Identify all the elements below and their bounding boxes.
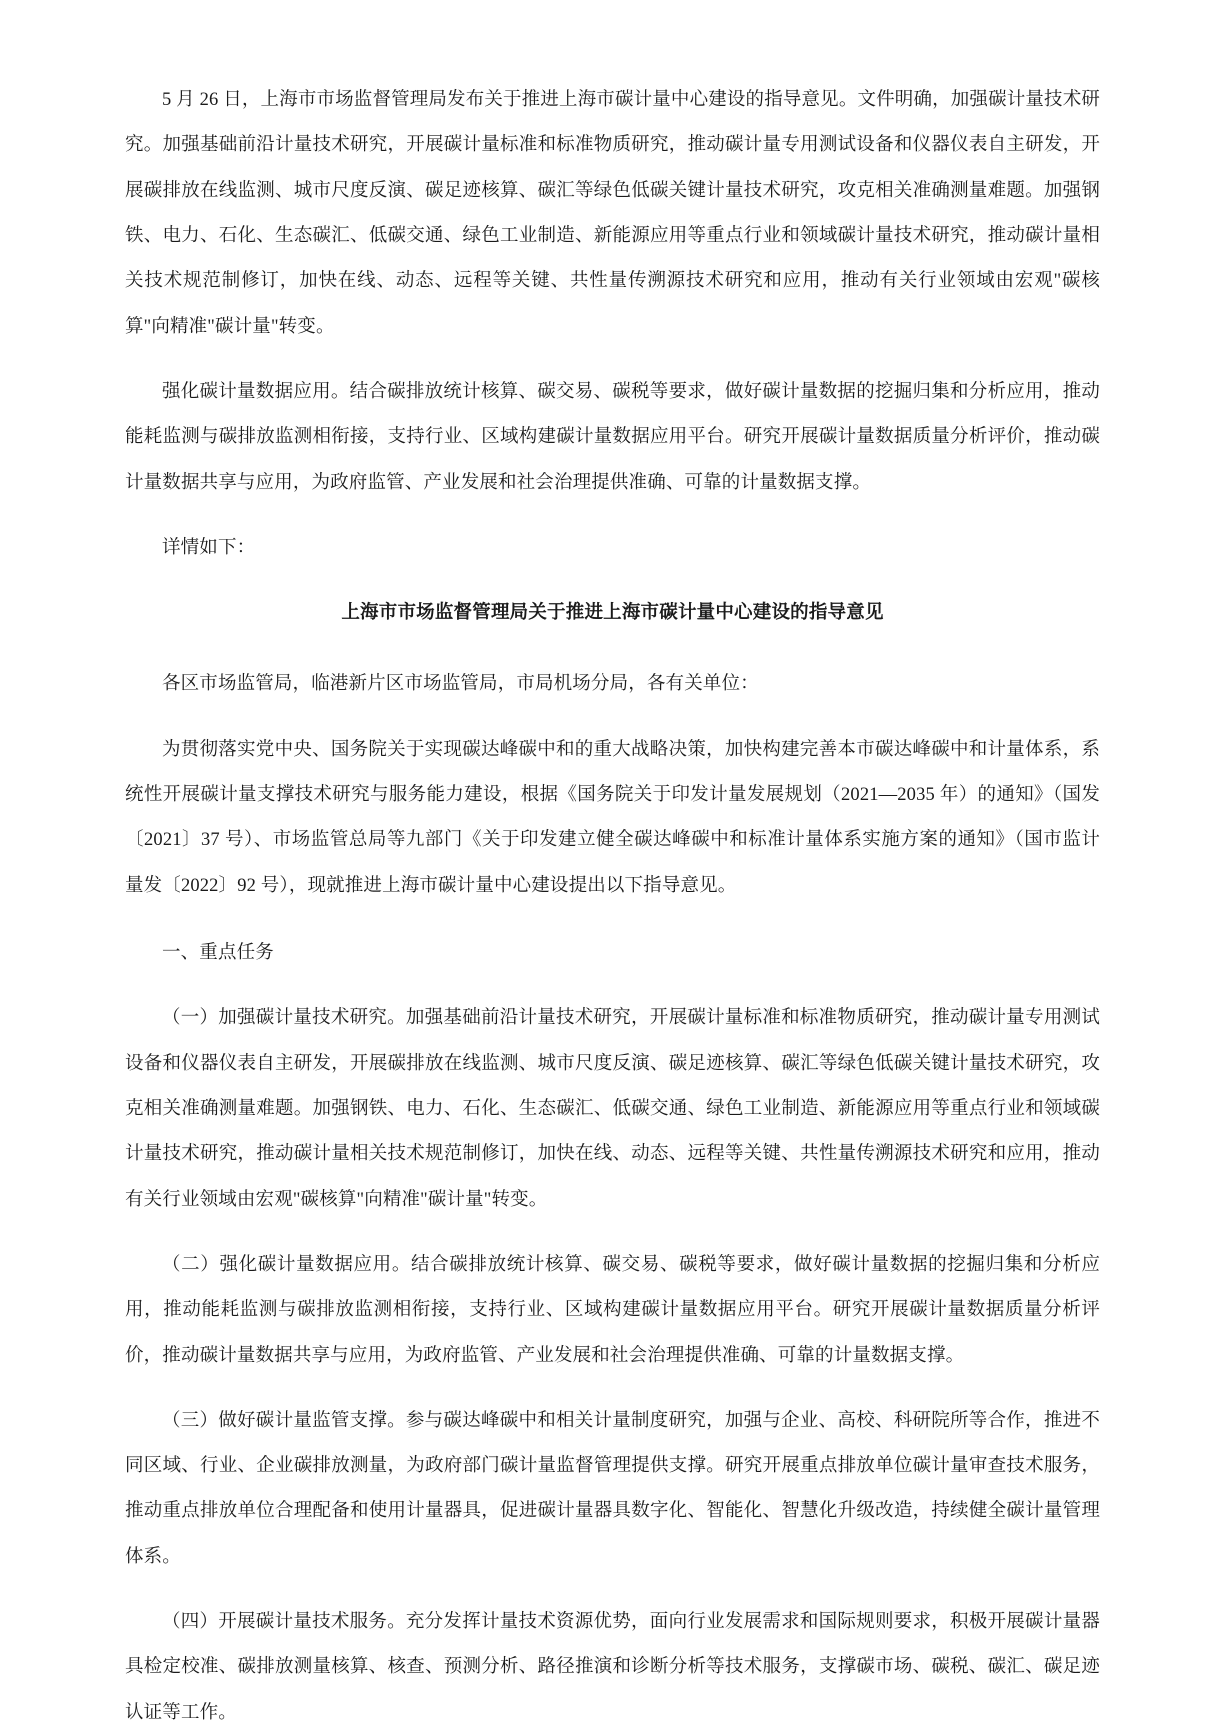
document-body	[125, 78, 1100, 1730]
preamble-paragraph: 为贯彻落实党中央、国务院关于实现碳达峰碳中和的重大战略决策，加快构建完善本市碳达峰碳中和计量体系，系统性开展碳计量支撑技术研究与服务能力建设，根据《国务院关于印发计量发展规划（2021—2035 年）的通知》（国发〔2021〕37 号）、市场监管总局等九部门《关于印发建立健全碳达峰碳中和标准计量体系实施方案的通知》（国市监计量发〔2022〕92 号），现就推进上海市碳计量中心建设提出以下指导意见。	[125, 739, 1100, 896]
document-title: 上海市市场监督管理局关于推进上海市碳计量中心建设的指导意见	[341, 603, 884, 624]
task-item-4: （四）开展碳计量技术服务。充分发挥计量技术资源优势，面向行业发展需求和国际规则要求，积极开展碳计量器具检定校准、碳排放测量核算、核查、预测分析、路径推演和诊断分析等技术服务，支撑碳市场、碳税、碳汇、碳足迹认证等工作。	[125, 1612, 1100, 1723]
summary-paragraph-2: 强化碳计量数据应用。结合碳排放统计核算、碳交易、碳税等要求，做好碳计量数据的挖掘归集和分析应用，推动能耗监测与碳排放监测相衔接，支持行业、区域构建碳计量数据应用平台。研究开展碳计量数据质量分析评价，推动碳计量数据共享与应用，为政府监管、产业发展和社会治理提供准确、可靠的计量数据支撑。	[125, 381, 1100, 493]
section-heading-key-tasks: 一、重点任务	[162, 943, 274, 963]
summary-paragraph-1: 5 月 26 日，上海市市场监督管理局发布关于推进上海市碳计量中心建设的指导意见。文件明确，加强碳计量技术研究。加强基础前沿计量技术研究，开展碳计量标准和标准物质研究，推动碳计量专用测试设备和仪器仪表自主研发，开展碳排放在线监测、城市尺度反演、碳足迹核算、碳汇等绿色低碳关键计量技术研究，攻克相关准确测量难题。加强钢铁、电力、石化、生态碳汇、低碳交通、绿色工业制造、新能源应用等重点行业和领域碳计量技术研究，推动碳计量相关技术规范制修订，加快在线、动态、远程等关键、共性量传溯源技术研究和应用，推动有关行业领域由宏观"碳核算"向精准"碳计量"转变。	[125, 90, 1100, 337]
task-item-3: （三）做好碳计量监管支撑。参与碳达峰碳中和相关计量制度研究，加强与企业、高校、科研院所等合作，推进不同区域、行业、企业碳排放测量，为政府部门碳计量监督管理提供支撑。研究开展重点排放单位碳计量审查技术服务，推动重点排放单位合理配备和使用计量器具，促进碳计量器具数字化、智能化、智慧化升级改造，持续健全碳计量管理体系。	[125, 1410, 1100, 1567]
task-item-2: （二）强化碳计量数据应用。结合碳排放统计核算、碳交易、碳税等要求，做好碳计量数据的挖掘归集和分析应用，推动能耗监测与碳排放监测相衔接，支持行业、区域构建碳计量数据应用平台。研究开展碳计量数据质量分析评价，推动碳计量数据共享与应用，为政府监管、产业发展和社会治理提供准确、可靠的计量数据支撑。	[125, 1254, 1100, 1366]
addressee-line: 各区市场监管局，临港新片区市场监管局，市局机场分局，各有关单位：	[162, 674, 759, 695]
details-lead-in: 详情如下：	[162, 537, 256, 558]
task-item-1: （一）加强碳计量技术研究。加强基础前沿计量技术研究，开展碳计量标准和标准物质研究，推动碳计量专用测试设备和仪器仪表自主研发，开展碳排放在线监测、城市尺度反演、碳足迹核算、碳汇等绿色低碳关键计量技术研究，攻克相关准确测量难题。加强钢铁、电力、石化、生态碳汇、低碳交通、绿色工业制造、新能源应用等重点行业和领域碳计量技术研究，推动碳计量相关技术规范制修订，加快在线、动态、远程等关键、共性量传溯源技术研究和应用，推动有关行业领域由宏观"碳核算"向精准"碳计量"转变。	[125, 1008, 1100, 1210]
